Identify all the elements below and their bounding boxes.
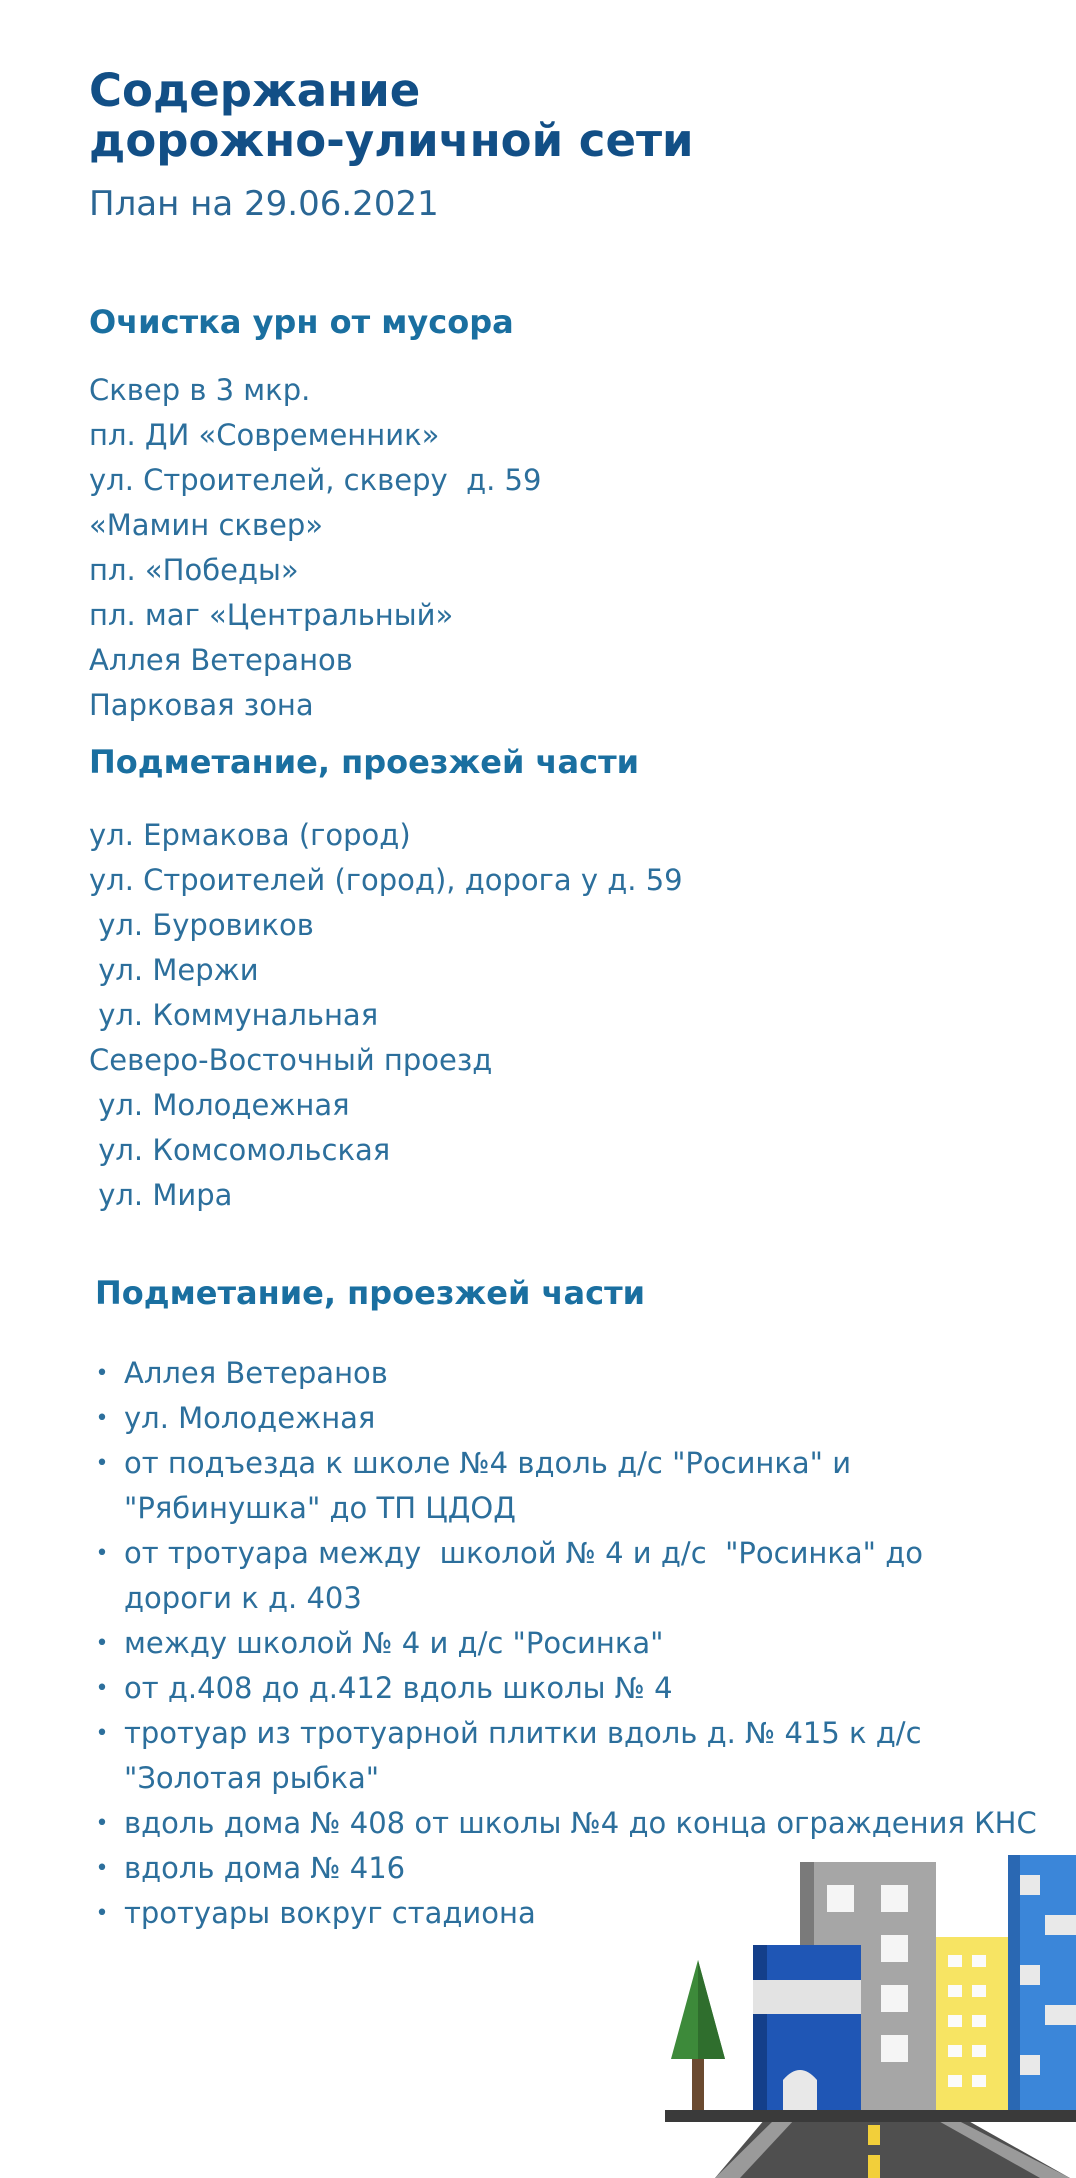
bullet-icon: • xyxy=(95,1856,109,1881)
list-item: Аллея Ветеранов xyxy=(89,643,353,677)
list-item xyxy=(95,1441,1040,1531)
list-item: пл. маг «Центральный» xyxy=(89,598,454,632)
list-item: пл. ДИ «Современник» xyxy=(89,418,440,452)
list-item-text: тротуары вокруг стадиона xyxy=(124,1896,536,1930)
list-item: ул. Мержи xyxy=(89,953,259,987)
list-item xyxy=(95,1621,1040,1666)
bullet-icon: • xyxy=(95,1721,109,1746)
list-item-text: Аллея Ветеранов xyxy=(124,1356,388,1390)
city-illustration-icon xyxy=(665,1855,1076,2178)
list-item-text: ул. Молодежная xyxy=(124,1401,376,1435)
list-item: Северо-Восточный проезд xyxy=(89,1043,493,1077)
bullet-icon: • xyxy=(95,1541,109,1566)
list-item: ул. Коммунальная xyxy=(89,998,379,1032)
list-item: ул. Ермакова (город) xyxy=(89,818,411,852)
list-item: ул. Буровиков xyxy=(89,908,314,942)
list-item: ул. Молодежная xyxy=(89,1088,350,1122)
tree-icon xyxy=(671,1960,725,2110)
list-item xyxy=(95,1801,1040,1846)
plan-date-subtitle: План на 29.06.2021 xyxy=(89,184,439,224)
list-item xyxy=(95,1396,1040,1441)
list-item-text: вдоль дома № 416 xyxy=(124,1851,406,1885)
list-item: пл. «Победы» xyxy=(89,553,299,587)
list-item-text: вдоль дома № 408 от школы №4 до конца ограждения КНС xyxy=(124,1806,1037,1840)
section-heading-road-sweeping: Подметание, проезжей части xyxy=(89,743,640,781)
list-item: Сквер в 3 мкр. xyxy=(89,373,311,407)
bullet-icon: • xyxy=(95,1361,109,1386)
bullet-icon: • xyxy=(95,1676,109,1701)
list-item xyxy=(95,1711,1040,1801)
list-item-text: от д.408 до д.412 вдоль школы № 4 xyxy=(124,1671,673,1705)
list-item xyxy=(95,1666,1040,1711)
list-item: ул. Строителей (город), дорога у д. 59 xyxy=(89,863,683,897)
bullet-icon: • xyxy=(95,1901,109,1926)
list-item: ул. Строителей, скверу д. 59 xyxy=(89,463,542,497)
bullet-icon: • xyxy=(95,1451,109,1476)
list-item: ул. Комсомольская xyxy=(89,1133,391,1167)
page-title xyxy=(89,66,989,166)
sidewalk-sweeping-list xyxy=(95,1351,1040,1936)
road-sweeping-list xyxy=(89,813,683,1218)
list-item-text: тротуар из тротуарной плитки вдоль д. № 415 к д/с "Золотая рыбка" xyxy=(124,1716,931,1795)
bullet-icon: • xyxy=(95,1406,109,1431)
yellow-building-icon xyxy=(936,1937,1012,2113)
right-building-icon xyxy=(1008,1855,1076,2113)
blue-building-icon xyxy=(753,1945,861,2113)
list-item-text: от тротуара между школой № 4 и д/с "Росинка" до дороги к д. 403 xyxy=(124,1536,933,1615)
list-item: ул. Мира xyxy=(89,1178,233,1212)
list-item: «Мамин сквер» xyxy=(89,508,323,542)
section-heading-sidewalk-sweeping: Подметание, проезжей части xyxy=(95,1274,646,1312)
list-item-text: от подъезда к школе №4 вдоль д/с "Росинка" и "Рябинушка" до ТП ЦДОД xyxy=(124,1446,861,1525)
list-item xyxy=(95,1531,1040,1621)
list-item-text: между школой № 4 и д/с "Росинка" xyxy=(124,1626,664,1660)
bullet-icon: • xyxy=(95,1631,109,1656)
section-heading-bin-cleaning: Очистка урн от мусора xyxy=(89,303,514,341)
title-line-1: Содержание xyxy=(89,64,421,117)
list-item: Парковая зона xyxy=(89,688,314,722)
list-item xyxy=(95,1351,1040,1396)
bullet-icon: • xyxy=(95,1811,109,1836)
title-line-2: дорожно-уличной сети xyxy=(89,114,694,167)
bin-cleaning-list xyxy=(89,368,541,728)
